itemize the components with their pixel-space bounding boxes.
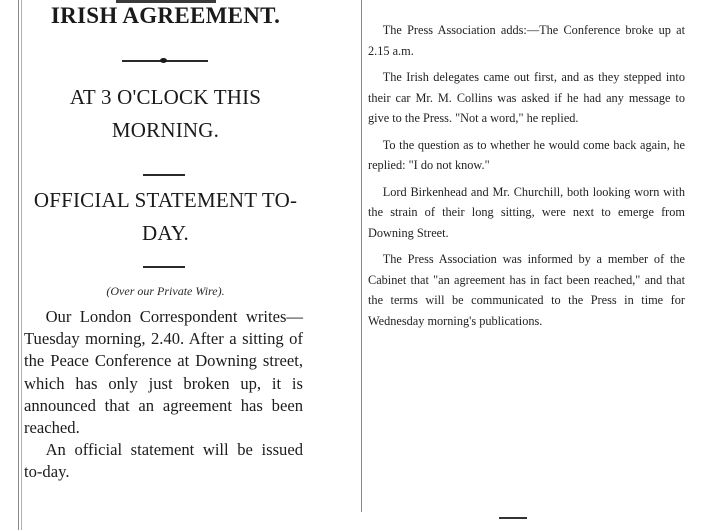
left-border-rule: [18, 0, 19, 530]
byline: (Over our Private Wire).: [106, 284, 225, 298]
left-column: [24, 0, 307, 530]
headline: IRISH AGREEMENT.: [50, 3, 281, 28]
subheadline-statement: OFFICIAL STATEMENT TO-DAY.: [33, 188, 298, 245]
paragraph: The Irish delegates came out first, and as they stepped into their car Mr. M. Collins was asked if he had any message to give to the Press. "Not a word," he replied.: [368, 70, 685, 125]
paragraph: The Press Association was informed by a member of the Cabinet that "an agreement has in fact been reached," and that the terms will be communicated to the Press in time for Wednesday morning's publications.: [368, 252, 685, 328]
paragraph: An official statement will be issued to-day.: [24, 440, 303, 482]
paragraph: Our London Correspondent writes—Tuesday morning, 2.40. After a sitting of the Peace Conference at Downing street, which has only just broken up, it is announced that an agreement has been reached.: [24, 307, 303, 438]
paragraph: To the question as to whether he would come back again, he replied: "I do not know.": [368, 137, 685, 172]
end-separator: [499, 517, 527, 519]
paragraph: Lord Birkenhead and Mr. Churchill, both looking worn with the strain of their long sitting, were next to emerge from Downing Street.: [368, 184, 685, 240]
paragraph: The Press Association adds:—The Conference broke up at 2.15 a.m.: [368, 23, 685, 58]
short-separator-1: [143, 174, 185, 176]
short-separator-2: [143, 266, 185, 268]
left-border-rule-inner: [21, 0, 22, 530]
right-body-text: [368, 20, 685, 331]
column-divider-rule: [361, 0, 362, 512]
right-column: [368, 20, 685, 337]
subheadline-time: AT 3 O'CLOCK THIS MORNING.: [69, 85, 262, 142]
left-body-text: [24, 306, 303, 484]
separator-dot: [160, 58, 167, 63]
